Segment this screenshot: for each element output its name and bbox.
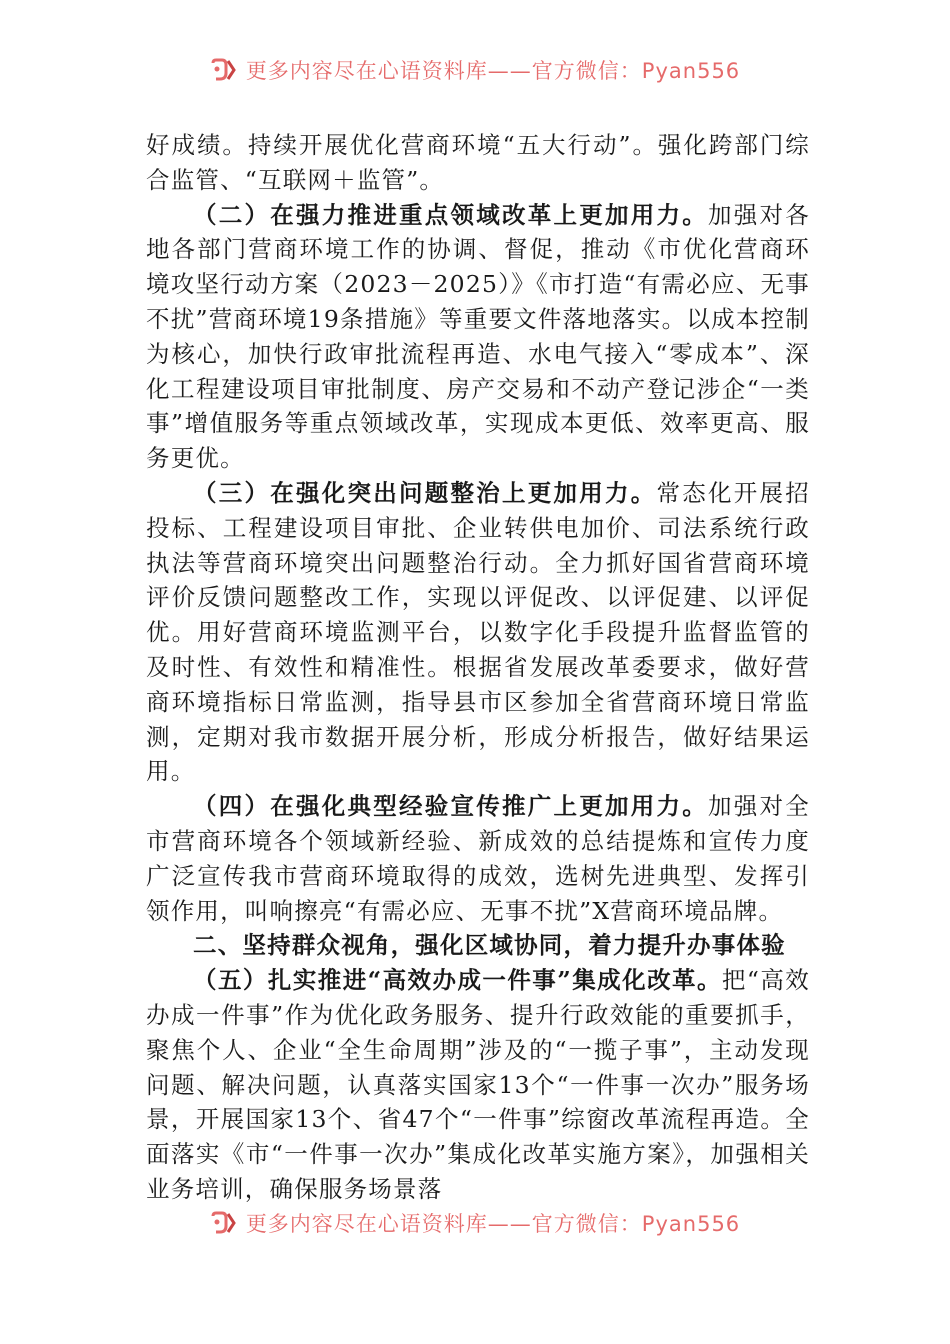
watermark-logo-icon xyxy=(210,1210,240,1236)
paragraph-item-3 xyxy=(146,476,810,789)
watermark-top xyxy=(0,50,950,90)
paragraph-lead: （四）在强化典型经验宣传推广上更加用力。 xyxy=(193,792,709,821)
section-heading: 二、坚持群众视角，强化区域协同，着力提升办事体验 xyxy=(193,931,786,960)
paragraph-body: 加强对全市营商环境各个领域新经验、新成效的总结提炼和宣传力度广泛宣传我市营商环境取得的成效，选树先进典型、发挥引领作用，叫响擦亮“有需必应、无事不扰”X营商环境品牌。 xyxy=(146,792,811,925)
paragraph-body: 把“高效办成一件事”作为优化政务服务、提升行政效能的重要抓手，聚焦个人、企业“全生命周期”涉及的“一揽子事”，主动发现问题、解决问题，认真落实国家13个“一件事一次办”服务场景，开展国家13个、省47个“一件事”综窗改革流程再造。全面落实《市“一件事一次办”集成化改革实施方案》，加强相关业务培训，确保服务场景落 xyxy=(146,966,810,1203)
paragraph-lead: （三）在强化突出问题整治上更加用力。 xyxy=(193,478,657,507)
paragraph-body: 好成绩。持续开展优化营商环境“五大行动”。强化跨部门综合监管、“互联网＋监管”。 xyxy=(146,131,810,194)
document-body xyxy=(146,128,810,1207)
paragraph-item-5 xyxy=(146,963,810,1207)
watermark-text: 更多内容尽在心语资料库——官方微信：Pyan556 xyxy=(245,1212,741,1236)
watermark-logo-icon xyxy=(210,57,240,83)
paragraph-item-4 xyxy=(146,789,810,928)
watermark-bottom xyxy=(0,1203,950,1243)
paragraph-item-2 xyxy=(146,198,810,476)
paragraph-body: 常态化开展招投标、工程建设项目审批、企业转供电加价、司法系统行政执法等营商环境突出问题整治行动。全力抓好国省营商环境评价反馈问题整改工作，实现以评促改、以评促建、以评促优。用好营商环境监测平台，以数字化手段提升监督监管的及时性、有效性和精准性。根据省发展改革委要求，做好营商环境指标日常监测，指导县市区参加全省营商环境日常监测，定期对我市数据开展分析，形成分析报告，做好结果运用。 xyxy=(146,478,810,786)
paragraph-lead: （二）在强力推进重点领域改革上更加用力。 xyxy=(193,200,709,229)
paragraph-body: 加强对各地各部门营商环境工作的协调、督促，推动《市优化营商环境攻坚行动方案（2023－2025）》《市打造“有需必应、无事不扰”营商环境19条措施》等重要文件落地落实。以成本控制为核心，加快行政审批流程再造、水电气接入“零成本”、深化工程建设项目审批制度、房产交易和不动产登记涉企“一类事”增值服务等重点领域改革，实现成本更低、效率更高、服务更优。 xyxy=(146,200,811,473)
paragraph-lead: （五）扎实推进“高效办成一件事”集成化改革。 xyxy=(193,966,722,995)
watermark-text: 更多内容尽在心语资料库——官方微信：Pyan556 xyxy=(245,59,741,83)
paragraph-continuation xyxy=(146,128,810,198)
